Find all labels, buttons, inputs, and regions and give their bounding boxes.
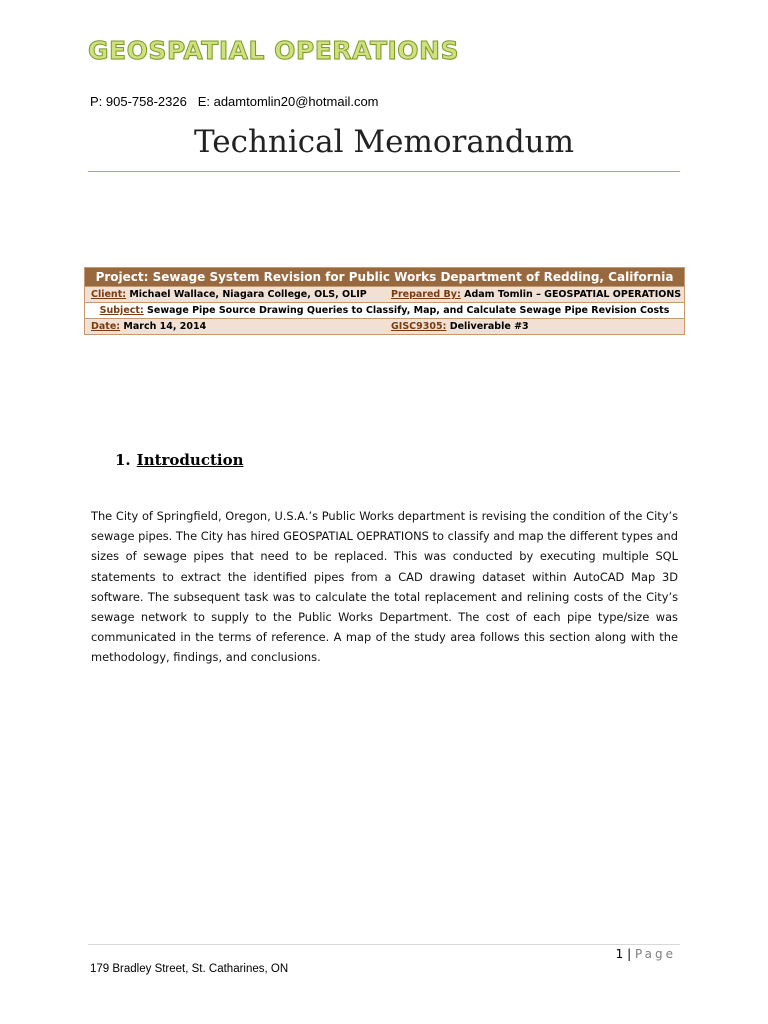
contact-info: P: 905-758-2326 E: adamtomlin20@hotmail.com — [90, 94, 379, 109]
page-word: Page — [634, 947, 676, 961]
client-cell — [91, 287, 367, 302]
page-number-value: 1 — [615, 947, 624, 961]
date-label: Date: — [91, 321, 121, 332]
course-label: GISC9305: — [391, 321, 447, 332]
subject-value: Sewage Pipe Source Drawing Queries to Classify, Map, and Calculate Sewage Pipe Revision Costs — [143, 305, 670, 316]
subject-label: Subject: — [99, 305, 144, 316]
footer-divider — [88, 944, 680, 945]
project-info-table — [84, 267, 685, 335]
date-row — [85, 318, 684, 334]
page-separator: | — [623, 947, 635, 961]
course-cell — [391, 319, 529, 334]
subject-row — [85, 302, 684, 318]
introduction-paragraph: The City of Springfield, Oregon, U.S.A.’s Public Works department is revising the condition of the City’s sewage pipes. The City has hired GEOSPATIAL OEPRATIONS to classify and map the different types and sizes of sewage pipes that need to be replaced. This was conducted by executing multiple SQL statements to extract the identified pipes from a CAD drawing dataset within AutoCAD Map 3D software. The subsequent task was to calculate the total replacement and relining costs of the City’s sewage network to supply to the Public Works Department. The cost of each pipe type/size was communicated in the terms of reference. A map of the study area follows this section along with the methodology, findings, and conclusions. — [91, 509, 678, 665]
section-number: 1. — [115, 451, 131, 469]
section-title: Introduction — [136, 451, 244, 469]
page-number — [616, 947, 676, 961]
date-value: March 14, 2014 — [120, 321, 207, 332]
company-logo-text: GEOSPATIAL OPERATIONS — [88, 36, 459, 65]
subject-cell — [85, 303, 684, 318]
client-row — [85, 286, 684, 302]
client-value: Michael Wallace, Niagara College, OLS, OLIP — [126, 289, 367, 300]
title-divider — [88, 171, 680, 172]
footer-address: 179 Bradley Street, St. Catharines, ON — [90, 963, 289, 975]
introduction-heading — [115, 451, 244, 469]
client-label: Client: — [91, 289, 127, 300]
prepared-by-cell — [391, 287, 681, 302]
prepared-by-label: Prepared By: — [391, 289, 461, 300]
course-value: Deliverable #3 — [446, 321, 529, 332]
project-title-row: Project: Sewage System Revision for Public Works Department of Redding, California — [85, 268, 684, 286]
prepared-by-value: Adam Tomlin – GEOSPATIAL OPERATIONS — [460, 289, 682, 300]
document-title: Technical Memorandum — [193, 124, 575, 160]
date-cell — [91, 319, 206, 334]
